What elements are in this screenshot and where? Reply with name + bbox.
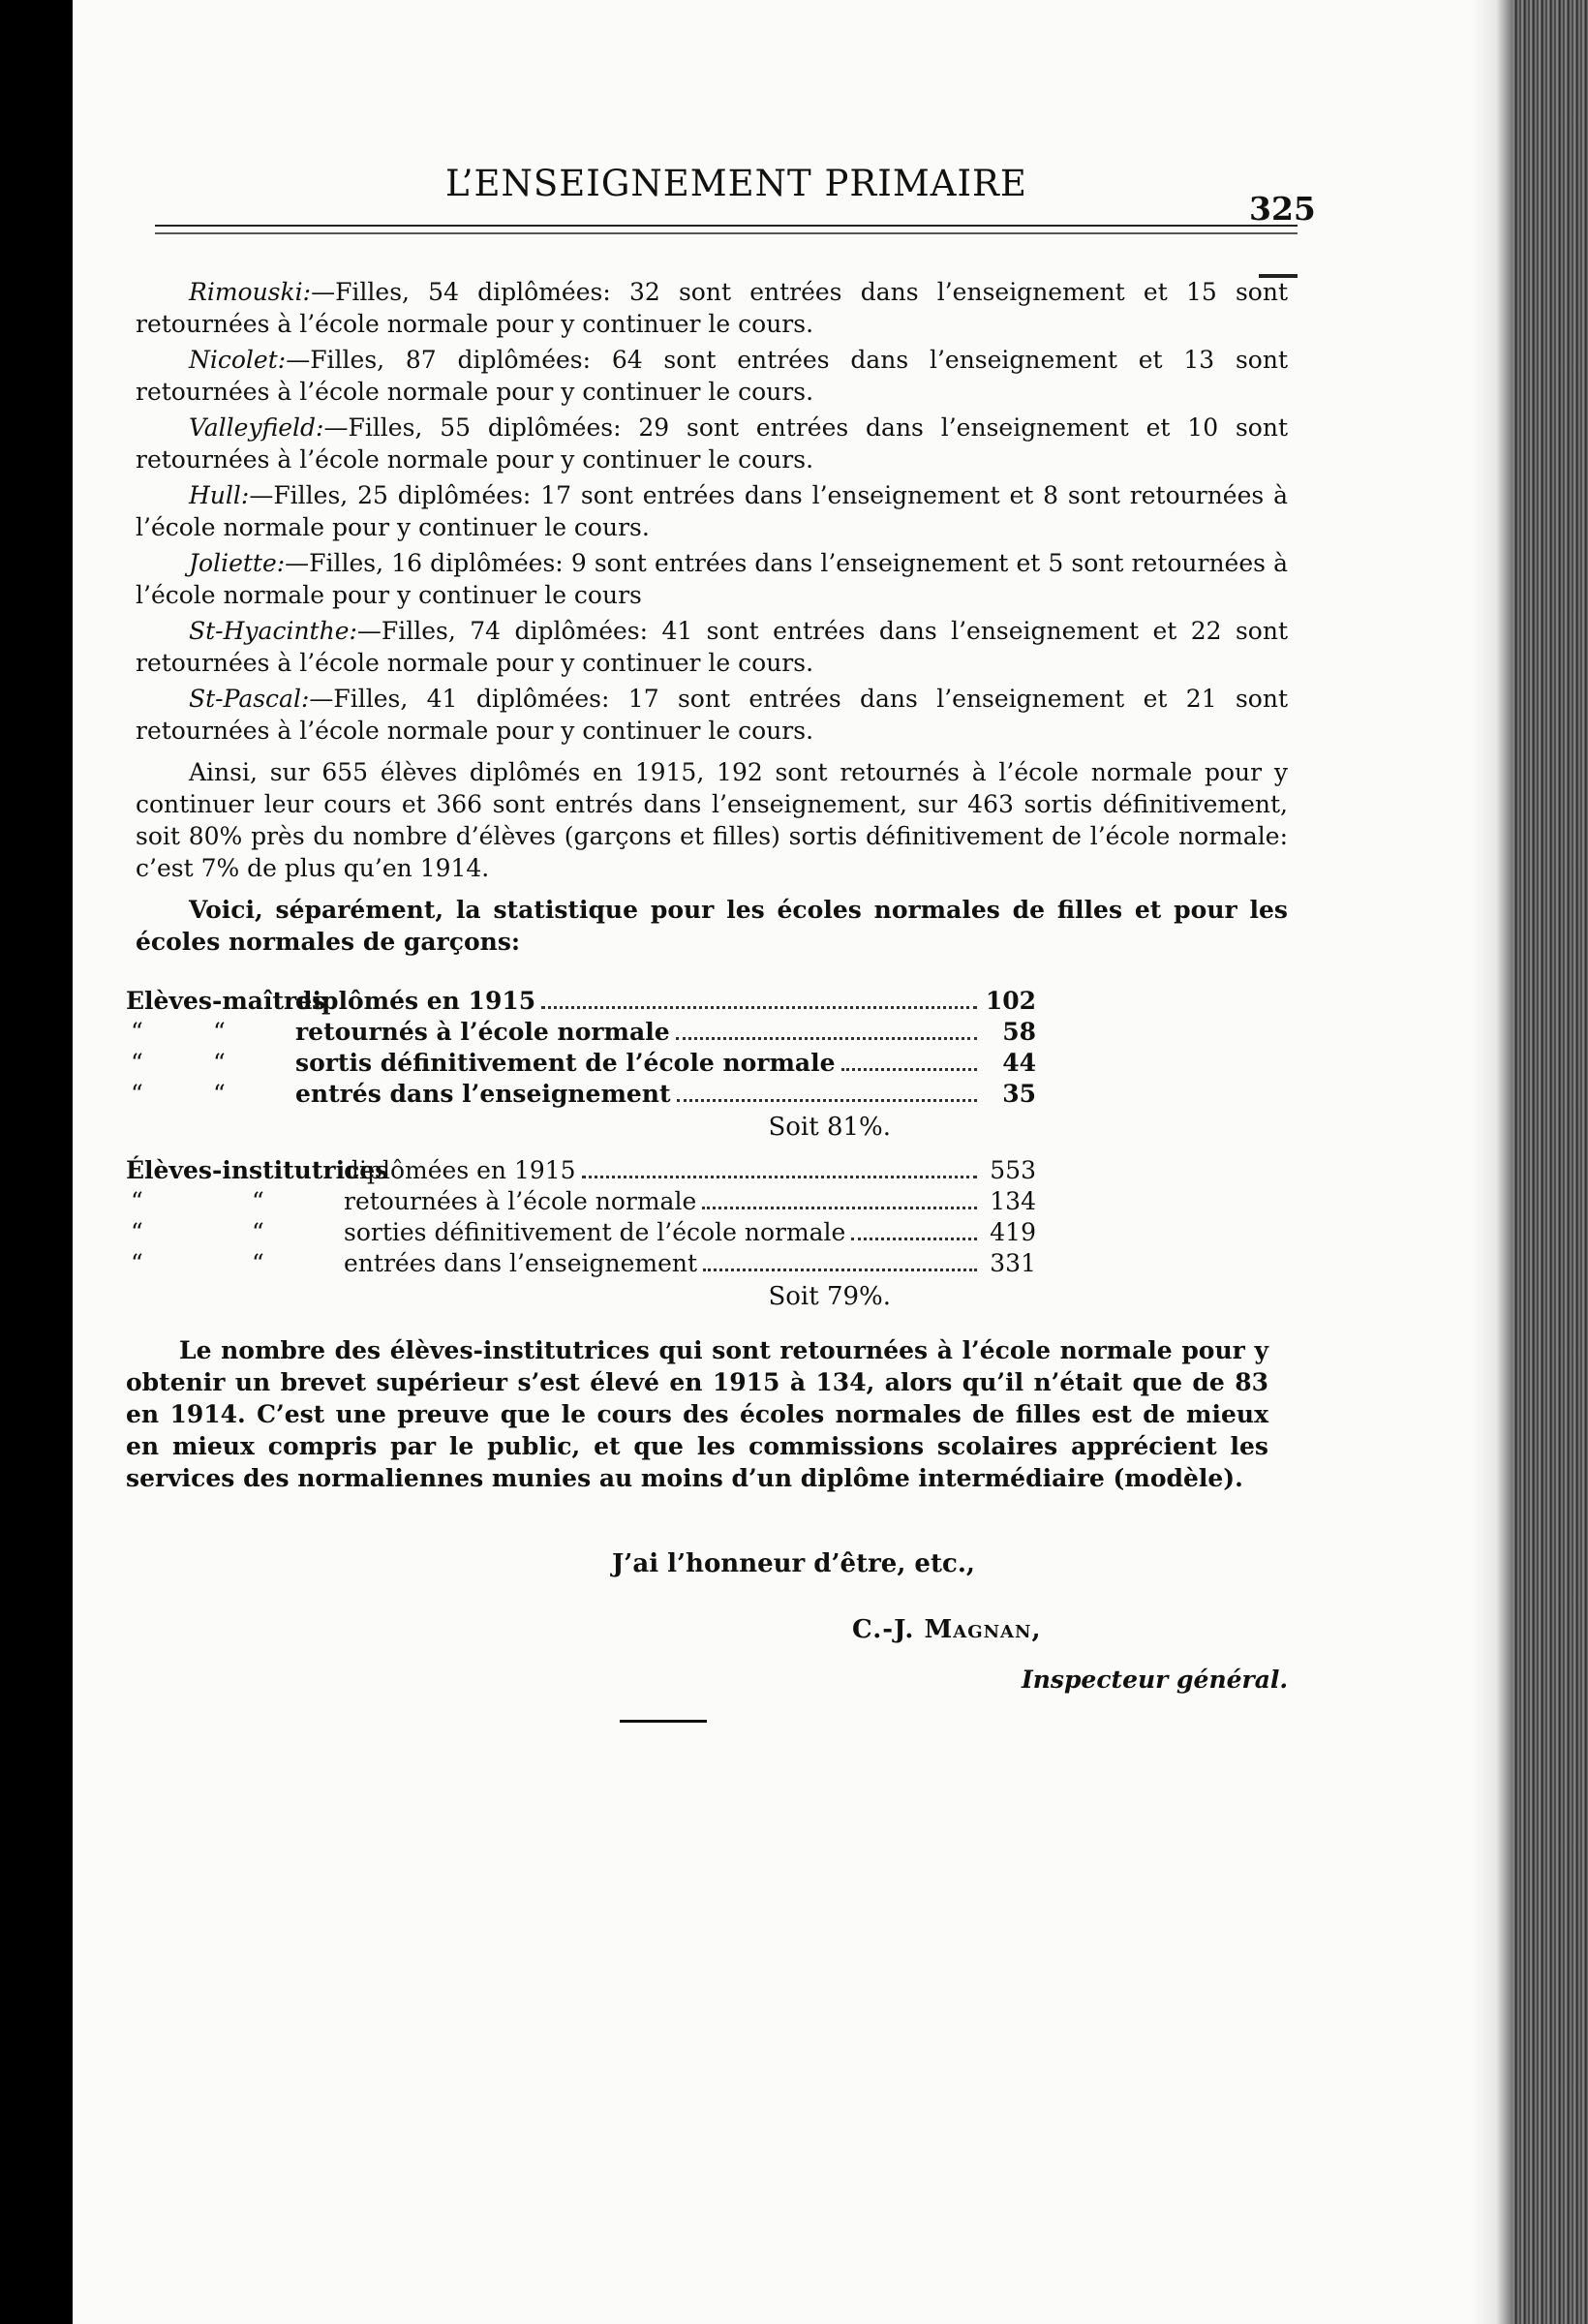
ditto-marks: [126, 1017, 295, 1048]
table-row: [126, 1017, 1036, 1048]
stats-value: 102: [985, 987, 1036, 1015]
entry-place: Joliette:: [189, 549, 286, 577]
final-paragraph: Le nombre des élèves-institutrices qui sont retournées à l’école normale pour y obtenir un brevet supérieur s’est élevé en 1915 à 134, alors qu’il n’était que de 83 en 1914. C’est une preuve que le cours des écoles normales de filles est de mieux en mieux compris par le public, et que les commissions scolaires apprécient les services des normaliennes munies au moins d’un diplôme intermédiaire (modèle).: [126, 1336, 1268, 1492]
ditto-mark: “: [131, 1049, 143, 1077]
header-rule: [155, 225, 1298, 234]
entry-place: Valleyfield:: [189, 413, 324, 442]
entry-place: Rimouski:: [189, 278, 312, 306]
stats-item: sortis définitivement de l’école normale: [295, 1049, 836, 1077]
table-row: [126, 1217, 1036, 1248]
entry-valleyfield: [136, 412, 1288, 475]
dot-leader: [851, 1237, 977, 1240]
stats-item: diplômés en 1915: [295, 987, 536, 1015]
entry-st-pascal: [136, 683, 1288, 747]
summary-paragraph: Ainsi, sur 655 élèves diplômés en 1915, 192 sont retournés à l’école normale pour y continuer leur cours et 366 sont entrés dans l’enseignement, sur 463 sortis définitivement, soit 80% près du nombre d’élèves (garçons et filles) sortis définitivement de l’école normale: c’est 7% de plus qu’en 1914.: [136, 758, 1288, 882]
intro-paragraph: Voici, séparément, la statistique pour les écoles normales de filles et pour les écoles normales de garçons:: [136, 896, 1288, 956]
stats-label: Elèves-maîtres: [126, 987, 326, 1015]
page-edges: [1472, 0, 1588, 2324]
entry-place: St-Pascal:: [189, 685, 310, 713]
entry-text: —Filles, 87 diplômées: 64 sont entrées dans l’enseignement et 13 sont retournées à l’école normale pour y continuer le cours.: [136, 346, 1288, 406]
dot-leader: [582, 1175, 977, 1178]
ditto-mark: “: [252, 1218, 264, 1246]
entry-text: —Filles, 41 diplômées: 17 sont entrées dans l’enseignement et 21 sont retournées à l’école normale pour y continuer le cours.: [136, 685, 1288, 745]
page-number: 325: [1249, 190, 1316, 228]
entry-place: Hull:: [189, 481, 250, 509]
stats-soit: Soit 79%.: [768, 1282, 891, 1311]
stats-item: entrés dans l’enseignement: [295, 1080, 671, 1108]
table-row: [126, 1186, 1036, 1217]
ditto-marks: [126, 1248, 344, 1279]
ditto-marks: [126, 1079, 295, 1110]
table-row: [126, 1048, 1036, 1079]
running-header: L’ENSEIGNEMENT PRIMAIRE: [445, 163, 1027, 204]
ditto-mark: “: [131, 1080, 143, 1108]
table-row: [126, 1155, 1036, 1186]
ditto-mark: “: [252, 1249, 264, 1277]
ditto-mark: “: [131, 1218, 143, 1246]
final-paragraph-block: [126, 1334, 1268, 1494]
entry-text: —Filles, 25 diplômées: 17 sont entrées dans l’enseignement et 8 sont retournées à l’école normale pour y continuer le cours.: [136, 481, 1288, 541]
stats-soit: Soit 81%.: [768, 1113, 891, 1142]
stats-value: 35: [1002, 1080, 1036, 1108]
signature-title: Inspecteur général.: [1022, 1666, 1289, 1694]
ditto-marks: [126, 1048, 295, 1079]
closing-formula: J’ai l’honneur d’être, etc.,: [612, 1549, 975, 1578]
dot-leader: [676, 1036, 977, 1040]
ditto-mark: “: [252, 1187, 264, 1215]
body-text: [136, 276, 1288, 962]
entry-hull: [136, 479, 1288, 543]
entry-text: —Filles, 16 diplômées: 9 sont entrées dans l’enseignement et 5 sont retournées à l’école normale pour y continuer le cours: [136, 549, 1288, 609]
dot-leader: [703, 1268, 977, 1271]
stats-table-girls: [126, 1155, 1036, 1312]
entry-text: —Filles, 55 diplômées: 29 sont entrées dans l’enseignement et 10 sont retournées à l’école normale pour y continuer le cours.: [136, 413, 1288, 474]
stats-item: retournées à l’école normale: [344, 1187, 697, 1215]
stats-label: Élèves-institutrices: [126, 1156, 389, 1184]
entry-text: —Filles, 54 diplômées: 32 sont entrées dans l’enseignement et 15 sont retournées à l’école normale pour y continuer le cours.: [136, 278, 1288, 338]
stats-value: 419: [990, 1218, 1036, 1246]
entry-place: St-Hyacinthe:: [189, 617, 357, 645]
table-row: [126, 1079, 1036, 1110]
stats-value: 553: [990, 1156, 1036, 1184]
signature-name: C.-J. Magnan,: [852, 1615, 1042, 1644]
stats-value: 331: [990, 1249, 1036, 1277]
stats-item: sorties définitivement de l’école normale: [344, 1218, 846, 1246]
ditto-marks: [126, 1186, 344, 1217]
entry-place: Nicolet:: [189, 346, 287, 374]
table-row: [126, 986, 1036, 1017]
entry-st-hyacinthe: [136, 615, 1288, 679]
dot-leader: [677, 1098, 977, 1102]
ditto-mark: “: [131, 1187, 143, 1215]
ditto-mark: “: [131, 1249, 143, 1277]
signature: [852, 1615, 1042, 1644]
entry-text: —Filles, 74 diplômées: 41 sont entrées dans l’enseignement et 22 sont retournées à l’école normale pour y continuer le cours.: [136, 617, 1288, 677]
dot-leader: [702, 1206, 977, 1209]
table-row: [126, 1248, 1036, 1279]
ditto-mark: “: [213, 1018, 226, 1046]
dot-leader: [841, 1067, 977, 1071]
stats-item: diplômées en 1915: [344, 1156, 576, 1184]
stats-value: 134: [990, 1187, 1036, 1215]
ditto-mark: “: [213, 1049, 226, 1077]
entry-rimouski: [136, 276, 1288, 340]
stats-table-boys: [126, 986, 1036, 1143]
stats-item: entrées dans l’enseignement: [344, 1249, 698, 1277]
stats-item: retournés à l’école normale: [295, 1018, 670, 1046]
ditto-mark: “: [131, 1018, 143, 1046]
ditto-marks: [126, 1217, 344, 1248]
end-rule: [620, 1720, 707, 1723]
stats-value: 58: [1002, 1018, 1036, 1046]
entry-nicolet: [136, 344, 1288, 408]
stats-value: 44: [1002, 1049, 1036, 1077]
ditto-mark: “: [213, 1080, 226, 1108]
entry-joliette: [136, 547, 1288, 611]
dot-leader: [541, 1005, 977, 1009]
